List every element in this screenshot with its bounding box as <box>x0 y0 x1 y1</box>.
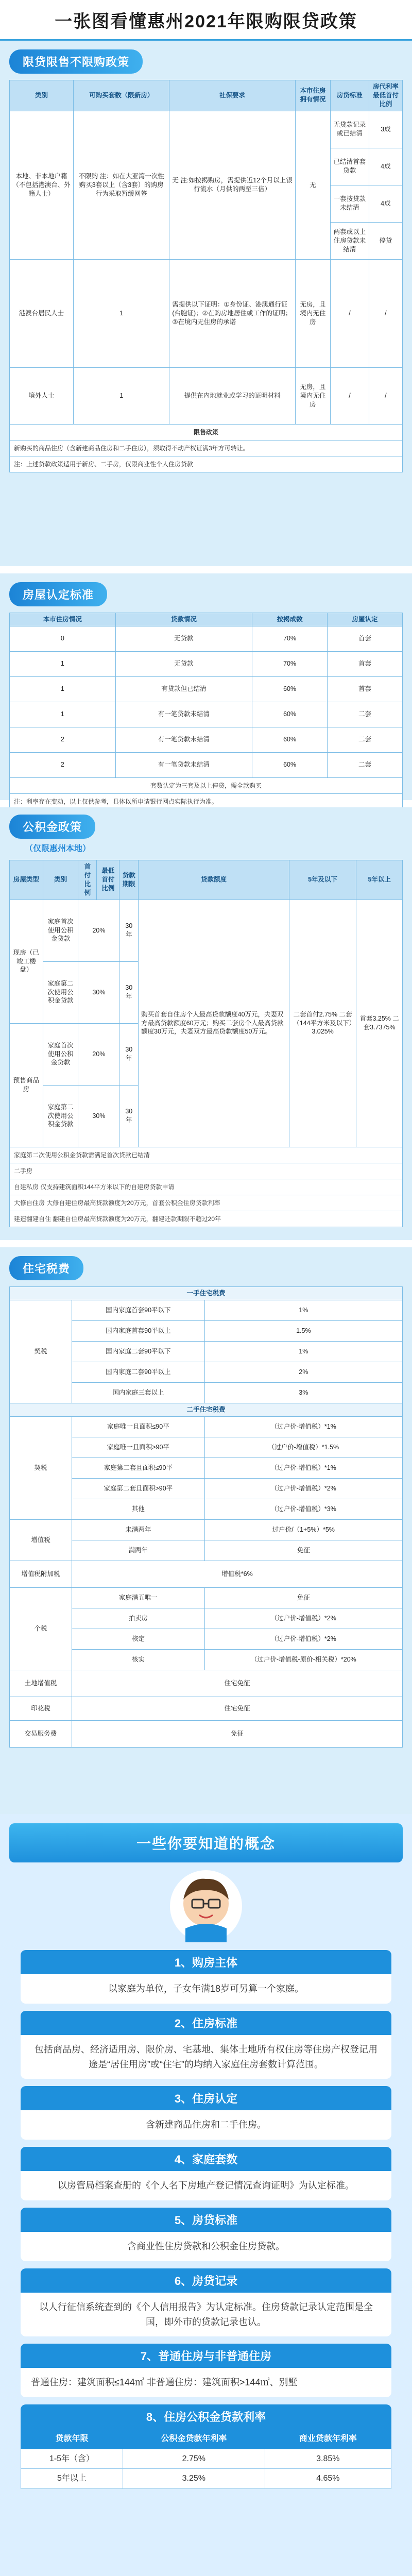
table-cell: 国内家庭二套90平以下 <box>72 1341 205 1362</box>
table-cell: 契税 <box>10 1416 72 1519</box>
table-cell: / <box>331 259 369 367</box>
concept-card <box>21 2086 391 2140</box>
table-cell: 1% <box>204 1341 402 1362</box>
limit-loan-table <box>9 80 403 425</box>
col-header: 首付比例 <box>78 860 97 900</box>
table-cell: （过户价-增值税）*2% <box>204 1629 402 1649</box>
table-cell: 70% <box>252 651 328 676</box>
section-header <box>9 581 403 607</box>
table-cell: 60% <box>252 702 328 727</box>
table-cell: 契税 <box>10 1300 72 1403</box>
table-cell: 1-5年（含） <box>21 2449 123 2469</box>
table-cell: 增值税附加税 <box>10 1561 72 1587</box>
col-header: 类别 <box>10 80 74 111</box>
section-housing-tax <box>0 1247 412 1814</box>
card-body: 普通住房：建筑面积≤144㎡ 非普通住房：建筑面积>144㎡、别墅 <box>21 2368 391 2397</box>
table-cell: 1 <box>74 259 169 367</box>
col-header: 房代利率最低首付比例 <box>369 80 402 111</box>
section-title: 房屋认定标准 <box>9 582 107 606</box>
table-cell: 首套 <box>328 651 403 676</box>
table-cell: 30年 <box>119 900 139 961</box>
note: 限售政策 <box>9 425 403 440</box>
card-title: 3、住房认定 <box>21 2086 391 2110</box>
concept-card <box>21 2011 391 2079</box>
table-cell: 无房，且境内无住房 <box>295 367 330 424</box>
table-cell: 已结清首套贷款 <box>331 148 369 185</box>
table-cell: 0 <box>10 626 116 651</box>
col-header: 5年及以下 <box>289 860 356 900</box>
card-body: 含新建商品住房和二手住房。 <box>21 2110 391 2140</box>
table-cell: 购买首套自住房个人最高贷款额度40万元，夫妻双方最高贷款额度60万元；购买二套房个人最高贷款额度30万元，夫妻双方最高贷款额度50万元。 <box>139 900 289 1147</box>
section-subtitle: （仅限惠州本地） <box>25 844 91 853</box>
table-cell: 家庭第二套且面积≤90平 <box>72 1458 205 1478</box>
note: 套数认定为三套及以上停贷，需全款购买 <box>9 778 403 794</box>
table-cell: 3% <box>204 1382 402 1403</box>
table-cell: 增值税*6% <box>72 1561 403 1587</box>
table-cell: 3.25% <box>123 2469 265 2489</box>
recognition-table <box>9 613 403 778</box>
subheader: 二手住宅税费 <box>10 1403 403 1416</box>
table-cell: 首套 <box>328 626 403 651</box>
table-cell: 二套 <box>328 727 403 752</box>
table-cell: 2.75% <box>123 2449 265 2469</box>
card-body: 含商业性住房贷款和公积金住房贷款。 <box>21 2232 391 2261</box>
table-cell: （过户价-增值税）*2% <box>204 1478 402 1499</box>
table-cell: 过户价/（1+5%）*5% <box>204 1519 402 1540</box>
table-cell: 20% <box>78 1023 119 1085</box>
table-cell: 30年 <box>119 1085 139 1147</box>
table-cell: 无房，且境内无住房 <box>295 259 330 367</box>
table-cell: 拍卖房 <box>72 1608 205 1629</box>
note: 家庭第二次使用公积金贷款需满足首次贷款已结清 <box>9 1147 403 1163</box>
table-cell: 4成 <box>369 185 402 222</box>
card-body: 包括商品房、经济适用房、限价房、宅基地、集体土地所有权住房等住房产权登记用途是“居住用房”或“住宅”的均纳入家庭住房套数计算范围。 <box>21 2035 391 2079</box>
section-provident-fund <box>0 807 412 1240</box>
card-title: 7、普通住房与非普通住房 <box>21 2344 391 2368</box>
table-cell: 停贷 <box>369 222 402 259</box>
col-header: 可购买套数（限新房） <box>74 80 169 111</box>
table-cell: 本地、非本地户籍（不包括港澳台、外籍人士） <box>10 111 74 259</box>
table-cell: 家庭唯一且面积≤90平 <box>72 1416 205 1437</box>
table-cell: 无贷款 <box>115 651 252 676</box>
table-cell: 两套或以上住房贷款未结清 <box>331 222 369 259</box>
table-cell: 家庭首次使用公积金贷款 <box>43 1023 78 1085</box>
table-cell: 境外人士 <box>10 367 74 424</box>
card-title: 2、住房标准 <box>21 2011 391 2035</box>
table-cell: 家庭唯一且面积>90平 <box>72 1437 205 1458</box>
table-cell: 二套 <box>328 752 403 777</box>
table-cell: 首套3.25% 二套3.7375% <box>356 900 403 1147</box>
table-cell: （过户价-增值税-原价-相关税）*20% <box>204 1649 402 1670</box>
section-title: 公积金政策 <box>9 815 95 839</box>
note: 注：利率存在变动，以上仅供参考，具体以所申请银行网点实际执行为准。 <box>9 794 403 810</box>
avatar-icon <box>167 1868 245 1945</box>
table-cell: 其他 <box>72 1499 205 1519</box>
table-cell: 无 注:如按揭购房，需提供近12个月以上银行流水（月供的两至三倍） <box>169 111 295 259</box>
table-cell: 个税 <box>10 1587 72 1670</box>
card-body: 以人行征信系统查到的《个人信用报告》为认定标准。住房贷款记录认定范围是全国，即外市的贷款记录也认。 <box>21 2293 391 2337</box>
table-cell: 港澳台居民人士 <box>10 259 74 367</box>
col-header: 贷款年限 <box>21 2429 123 2449</box>
table-cell: 1% <box>204 1300 402 1320</box>
table-cell: 首套 <box>328 676 403 702</box>
table-cell: 核定 <box>72 1629 205 1649</box>
concept-card <box>21 2344 391 2397</box>
col-header: 房屋类型 <box>10 860 43 900</box>
card-body: 以房管局档案查册的《个人名下房地产登记情况查询证明》为认定标准。 <box>21 2171 391 2200</box>
table-cell: 3.85% <box>265 2449 391 2469</box>
table-cell: 不限购 注：如在大亚湾一次性购买3套以上（含3套）的购房行为采取暂缓网签 <box>74 111 169 259</box>
section-concepts <box>0 1814 412 2576</box>
table-cell: 60% <box>252 727 328 752</box>
table-cell: 需提供以下证明：①身份证、港澳通行证(台胞证)；②在购房地居住或工作的证明；③在境内无住房的承诺 <box>169 259 295 367</box>
table-cell: 免征 <box>204 1587 402 1608</box>
concept-card <box>21 2147 391 2200</box>
table-cell: （过户价-增值税）*1.5% <box>204 1437 402 1458</box>
table-cell: 60% <box>252 752 328 777</box>
table-cell: 30年 <box>119 961 139 1023</box>
table-cell: 二套首付2.75% 二套（144平方米及以下）3.025% <box>289 900 356 1147</box>
table-cell: 二套 <box>328 702 403 727</box>
note: 注：上述贷款政策适用于新房、二手房，仅限商业性个人住房贷款 <box>9 456 403 472</box>
table-cell: / <box>331 367 369 424</box>
table-cell: 现房（已竣工楼盘） <box>10 900 43 1023</box>
col-header: 最低首付比例 <box>97 860 119 900</box>
col-header: 房贷标准 <box>331 80 369 111</box>
card-title: 5、房贷标准 <box>21 2208 391 2232</box>
table-cell: 未满两年 <box>72 1519 205 1540</box>
section-title: 限贷限售不限购政策 <box>9 49 143 74</box>
note: 新购买的商品住房（含新建商品住房和二手住房），须取得不动产权证满3年方可转让。 <box>9 440 403 456</box>
table-cell: 4成 <box>369 148 402 185</box>
table-cell: 国内家庭首套90平以上 <box>72 1320 205 1341</box>
table-cell: 60% <box>252 676 328 702</box>
table-cell: 5年以上 <box>21 2469 123 2489</box>
table-cell: 交易服务费 <box>10 1720 72 1747</box>
table-cell: / <box>369 259 402 367</box>
note: 大修自住房 大修自建住房最高贷款额度为20万元，首套公积金住房贷款利率 <box>9 1195 403 1211</box>
col-header: 贷款期限 <box>119 860 139 900</box>
rate-table <box>21 2429 391 2489</box>
table-cell: 住宅免征 <box>72 1670 403 1697</box>
table-cell: 2 <box>10 752 116 777</box>
card-title: 4、家庭套数 <box>21 2147 391 2171</box>
table-cell: 有一笔贷款未结清 <box>115 727 252 752</box>
col-header: 公积金贷款年利率 <box>123 2429 265 2449</box>
table-cell: （过户价-增值税）*3% <box>204 1499 402 1519</box>
table-cell: 土地增值税 <box>10 1670 72 1697</box>
table-cell: 有贷款但已结清 <box>115 676 252 702</box>
table-cell: 有一笔贷款未结清 <box>115 752 252 777</box>
col-header: 本市住房情况 <box>10 613 116 626</box>
table-cell: 提供在内地就业或学习的证明材料 <box>169 367 295 424</box>
table-cell: 1 <box>10 676 116 702</box>
col-header: 房屋认定 <box>328 613 403 626</box>
col-header: 商业贷款年利率 <box>265 2429 391 2449</box>
table-cell: 免征 <box>72 1720 403 1747</box>
col-header: 社保要求 <box>169 80 295 111</box>
tax-table <box>9 1286 403 1748</box>
note: 二手房 <box>9 1163 403 1179</box>
table-cell: 4.65% <box>265 2469 391 2489</box>
section-header <box>9 815 403 855</box>
col-header: 5年以上 <box>356 860 403 900</box>
table-cell: 住宅免征 <box>72 1697 403 1720</box>
section-header <box>9 1255 403 1281</box>
table-cell: 无贷款 <box>115 626 252 651</box>
table-cell: 2 <box>10 727 116 752</box>
section-header <box>9 48 403 75</box>
table-cell: 1 <box>10 702 116 727</box>
table-cell: 1.5% <box>204 1320 402 1341</box>
note: 自建私房 仅支持建筑面积144平方米以下的自建房贷款申请 <box>9 1179 403 1195</box>
table-cell: （过户价-增值税）*1% <box>204 1416 402 1437</box>
col-header: 贷款情况 <box>115 613 252 626</box>
table-cell: 2% <box>204 1362 402 1382</box>
table-cell: 30% <box>78 961 119 1023</box>
table-cell: 一套按贷款未结清 <box>331 185 369 222</box>
table-cell: 30年 <box>119 1023 139 1085</box>
card-body: 以家庭为单位，子女年满18岁可另算一个家庭。 <box>21 1974 391 2004</box>
table-cell: 家庭第二套且面积>90平 <box>72 1478 205 1499</box>
table-cell: 1 <box>74 367 169 424</box>
table-cell: 家庭满五唯一 <box>72 1587 205 1608</box>
col-header: 按揭成数 <box>252 613 328 626</box>
section-title: 住宅税费 <box>9 1256 83 1280</box>
rate-card <box>21 2404 391 2489</box>
table-cell: 核实 <box>72 1649 205 1670</box>
section-house-recognition <box>0 573 412 805</box>
col-header: 类别 <box>43 860 78 900</box>
table-cell: 家庭首次使用公积金贷款 <box>43 900 78 961</box>
mascot-illustration <box>0 1862 412 1950</box>
concepts-title: 一些你要知道的概念 <box>9 1823 403 1862</box>
col-header: 贷款额度 <box>139 860 289 900</box>
table-cell: 30% <box>78 1085 119 1147</box>
table-cell: 20% <box>78 900 119 961</box>
table-cell: 国内家庭首套90平以下 <box>72 1300 205 1320</box>
col-header: 本市住房拥有情况 <box>295 80 330 111</box>
table-cell: 家庭第二次使用公积金贷款 <box>43 1085 78 1147</box>
concept-card <box>21 1950 391 2004</box>
subheader: 一手住宅税费 <box>10 1287 403 1300</box>
concept-card <box>21 2208 391 2261</box>
table-cell: 国内家庭三套以上 <box>72 1382 205 1403</box>
provident-fund-table <box>9 860 403 1147</box>
note: 建造翻建自住 翻建自住房最高贷款额度为20万元，翻建还款期限不超过20年 <box>9 1211 403 1227</box>
card-title: 8、住房公积金贷款利率 <box>21 2404 391 2429</box>
table-cell: 3成 <box>369 111 402 148</box>
table-cell: 满两年 <box>72 1540 205 1561</box>
table-cell: 1 <box>10 651 116 676</box>
table-cell: 印花税 <box>10 1697 72 1720</box>
table-cell: 预售商品房 <box>10 1023 43 1147</box>
table-cell: （过户价-增值税）*1% <box>204 1458 402 1478</box>
card-title: 6、房贷记录 <box>21 2268 391 2293</box>
table-cell: 增值税 <box>10 1519 72 1561</box>
table-cell: 无 <box>295 111 330 259</box>
table-cell: 免征 <box>204 1540 402 1561</box>
table-cell: 无贷款记录或已结清 <box>331 111 369 148</box>
table-cell: 国内家庭二套90平以上 <box>72 1362 205 1382</box>
section-limit-loan <box>0 41 412 566</box>
table-cell: 有一笔贷款未结清 <box>115 702 252 727</box>
concept-card <box>21 2268 391 2337</box>
card-title: 1、购房主体 <box>21 1950 391 1974</box>
table-cell: / <box>369 367 402 424</box>
table-cell: 家庭第二次使用公积金贷款 <box>43 961 78 1023</box>
table-cell: （过户价-增值税）*2% <box>204 1608 402 1629</box>
table-cell: 70% <box>252 626 328 651</box>
page-title: 一张图看懂惠州2021年限购限贷政策 <box>0 0 412 41</box>
